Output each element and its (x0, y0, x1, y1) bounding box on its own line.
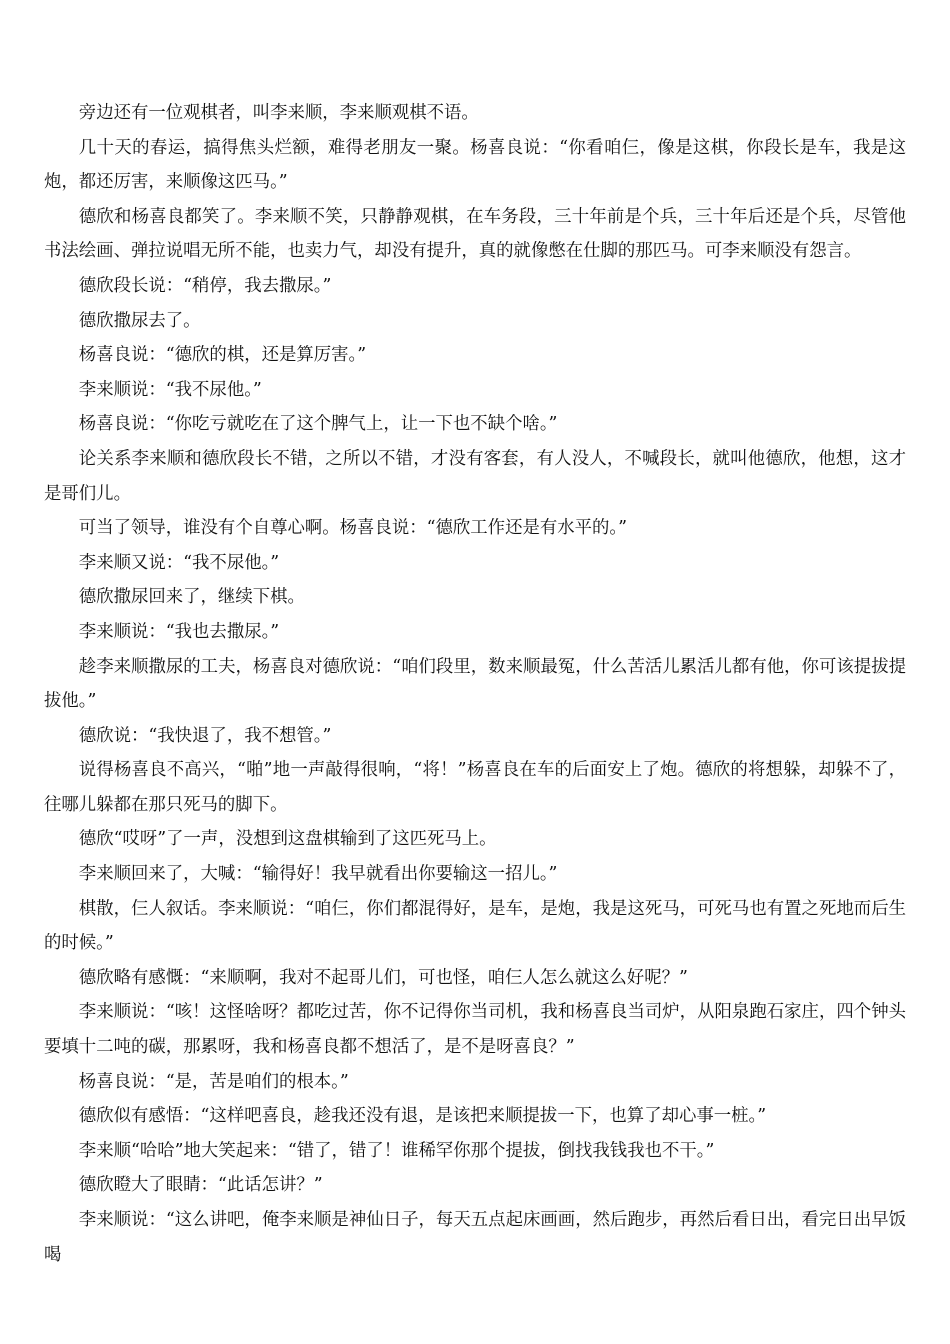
paragraph: 德欣似有感悟：“这样吧喜良，趁我还没有退，是该把来顺提拔一下，也算了却心事一桩。” (78, 1106, 767, 1127)
paragraph: 李来顺“哈哈”地大笑起来：“错了，错了！谁稀罕你那个提拔，倒找我钱我也不干。” (78, 1140, 715, 1161)
paragraph: 论关系李来顺和德欣段长不错，之所以不错，才没有客套，有人没人，不喊段长，就叫他德欣，他想，这才是哥们儿。 (44, 448, 906, 504)
paragraph: 德欣段长说：“稍停，我去撒尿。” (78, 275, 332, 296)
paragraph: 德欣略有感慨：“来顺啊，我对不起哥儿们，可也怪，咱仨人怎么就这么好呢？” (78, 967, 688, 988)
paragraph: 杨喜良说：“德欣的棋，还是算厉害。” (78, 345, 367, 366)
paragraph: 李来顺又说：“我不尿他。” (78, 552, 280, 573)
paragraph: 旁边还有一位观棋者，叫李来顺，李来顺观棋不语。 (78, 103, 479, 123)
paragraph: 棋散，仨人叙话。李来顺说：“咱仨，你们都混得好，是车，是炮，我是这死马，可死马也有置之死地而后生的时候。” (44, 898, 906, 954)
paragraph: 杨喜良说：“是，苦是咱们的根本。” (78, 1071, 349, 1092)
paragraph: 李来顺说：“我不尿他。” (78, 379, 262, 400)
paragraph: 李来顺说：“这么讲吧，俺李来顺是神仙日子，每天五点起床画画，然后跑步，再然后看日出，看完日出早饭喝 (44, 1210, 906, 1265)
paragraph: 说得杨喜良不高兴，“啪”地一声敲得很响，“将！”杨喜良在车的后面安上了炮。德欣的将想躲，却躲不了，往哪儿躲都在那只死马的脚下。 (44, 760, 906, 815)
paragraph: 李来顺说：“咳！这怪啥呀？都吃过苦，你不记得你当司机，我和杨喜良当司炉，从阳泉跑石家庄，四个钟头要填十二吨的碳，那累呀，我和杨喜良都不想活了，是不是呀喜良？” (44, 1002, 906, 1058)
paragraph: 德欣“哎呀”了一声，没想到这盘棋输到了这匹死马上。 (78, 829, 497, 850)
paragraph: 趁李来顺撒尿的工夫，杨喜良对德欣说：“咱们段里，数来顺最冤，什么苦活儿累活儿都有他，你可该提拔提拔他。” (44, 656, 906, 712)
paragraph: 德欣撒尿去了。 (78, 310, 201, 331)
paragraph: 李来顺回来了，大喊：“输得好！我早就看出你要输这一招儿。” (78, 864, 558, 885)
paragraph: 杨喜良说：“你吃亏就吃在了这个脾气上，让一下也不缺个啥。” (78, 414, 558, 435)
document-body (44, 96, 906, 1272)
paragraph: 德欣说：“我快退了，我不想管。” (78, 725, 332, 746)
paragraph: 德欣和杨喜良都笑了。李来顺不笑，只静静观棋，在车务段，三十年前是个兵，三十年后还是个兵，尽管他书法绘画、弹拉说唱无所不能，也卖力气，却没有提升，真的就像憋在仕脚的那匹马。可李来顺没有怨言。 (44, 206, 906, 262)
paragraph: 德欣瞪大了眼睛：“此话怎讲？” (78, 1175, 323, 1196)
paragraph: 德欣撒尿回来了，继续下棋。 (78, 587, 305, 608)
paragraph: 李来顺说：“我也去撒尿。” (78, 621, 280, 642)
paragraph: 可当了领导，谁没有个自尊心啊。杨喜良说：“德欣工作还是有水平的。” (78, 518, 627, 539)
paragraph: 几十天的春运，搞得焦头烂额，难得老朋友一聚。杨喜良说：“你看咱仨，像是这棋，你段长是车，我是这炮，都还厉害，来顺像这匹马。” (44, 137, 906, 193)
